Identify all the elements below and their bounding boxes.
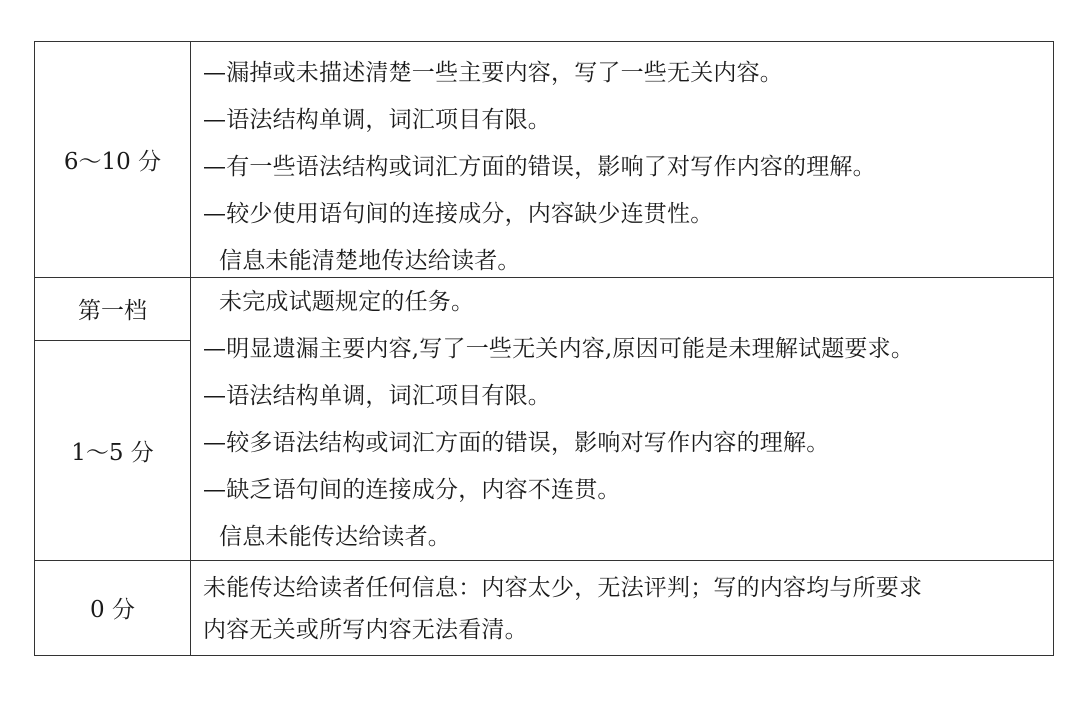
criterion-line: 信息未能传达给读者。 bbox=[219, 524, 451, 550]
criterion-line: —较少使用语句间的连接成分，内容缺少连贯性。 bbox=[203, 201, 714, 227]
criterion-line: 未完成试题规定的任务。 bbox=[219, 289, 475, 315]
criteria-cell-6-10 bbox=[203, 50, 1051, 285]
level-cell-first-tier: 第一档 bbox=[78, 298, 147, 324]
criterion-line: —较多语法结构或词汇方面的错误，影响对写作内容的理解。 bbox=[203, 430, 830, 456]
column-divider bbox=[190, 42, 191, 655]
criteria-cell-0 bbox=[203, 567, 1051, 651]
score-cell-6-10: 6～10 分 bbox=[63, 149, 162, 175]
criterion-line: —语法结构单调，词汇项目有限。 bbox=[203, 383, 551, 409]
criteria-cell-1-5 bbox=[203, 279, 1051, 561]
criterion-line: —语法结构单调，词汇项目有限。 bbox=[203, 107, 551, 133]
criterion-line: 未能传达给读者任何信息：内容太少，无法评判；写的内容均与所要求 bbox=[203, 575, 923, 601]
scoring-rubric-table bbox=[34, 41, 1054, 656]
criterion-line: —有一些语法结构或词汇方面的错误，影响了对写作内容的理解。 bbox=[203, 154, 876, 180]
criterion-line: —明显遗漏主要内容,写了一些无关内容,原因可能是未理解试题要求。 bbox=[203, 336, 915, 362]
criterion-line: —漏掉或未描述清楚一些主要内容，写了一些无关内容。 bbox=[203, 60, 783, 86]
criterion-line: 信息未能清楚地传达给读者。 bbox=[219, 248, 521, 274]
score-cell-0: 0 分 bbox=[90, 597, 135, 623]
criterion-line: —缺乏语句间的连接成分，内容不连贯。 bbox=[203, 477, 621, 503]
score-cell-1-5: 1～5 分 bbox=[71, 439, 154, 466]
criterion-line: 内容无关或所写内容无法看清。 bbox=[203, 617, 528, 643]
